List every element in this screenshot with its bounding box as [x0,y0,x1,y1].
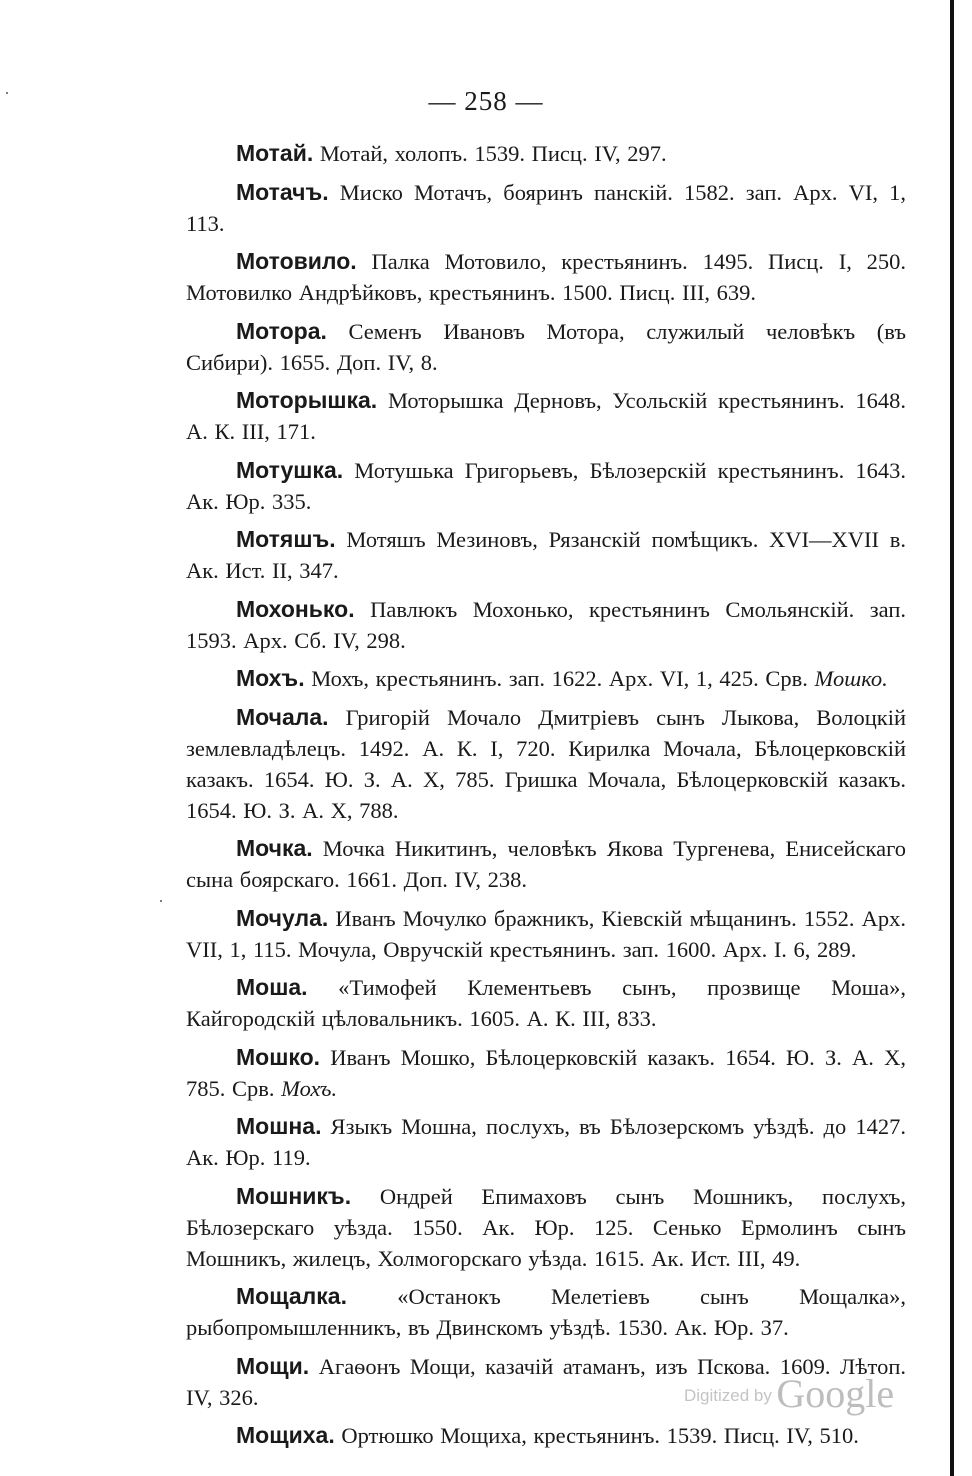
page-number: — 258 — [428,86,544,116]
headword: Мотора. [236,317,327,344]
dictionary-entry [186,385,906,447]
cross-reference: Мошко. [814,666,888,691]
entry-text: Павлюкъ Мохонько, крестьянинъ Смольянскій. зап. 1593. Арх. Сб. IV, 298. [186,596,906,653]
entry-text: Мохъ, крестьянинъ. зап. 1622. Арх. VI, 1, 425. Срв. [304,666,815,691]
entry-text: Ондрей Епимаховъ сынъ Мошникъ, послухъ, Бѣлозерскаго уѣзда. 1550. Ак. Юр. 125. Сенько Ермолинъ сынъ Мошникъ, жилецъ, Холмогорскаго уѣзда. 1615. Ак. Ист. III, 49. [186,1183,906,1271]
entry-text: Ортюшко Мощиха, крестьянинъ. 1539. Писц. IV, 510. [334,1423,859,1448]
headword: Мотай. [236,140,314,166]
headword: Мохонько. [236,595,355,622]
headword: Мотяшъ. [236,526,336,552]
entry-text: «Останокъ Мелетіевъ сынъ Мощалка», рыбопромышленникъ, въ Двинскомъ уѣздѣ. 1530. Ак. Юр. 37. [186,1284,906,1340]
dictionary-entry [186,594,906,656]
scan-edge-line [950,0,954,1476]
dictionary-entry [186,1281,906,1343]
dictionary-entry [186,702,906,826]
dictionary-entry [186,1042,906,1104]
headword: Мошко. [236,1043,321,1070]
entry-text: Мочка Никитинъ, человѣкъ Якова Тургенева, Енисейскаго сына боярскаго. 1661. Доп. IV, 238. [186,836,906,892]
dictionary-entry [186,524,906,586]
dictionary-entry [186,1111,906,1173]
entry-text: Иванъ Мочулко бражникъ, Кіевскій мѣщанинъ. 1552. Арх. VII, 1, 115. Мочула, Овручскій крестьянинъ. зап. 1600. Арх. I. 6, 289. [186,905,906,962]
dictionary-entry [186,177,906,239]
entry-text: Мотяшъ Мезиновъ, Рязанскій помѣщикъ. XVI—XVII в. Ак. Ист. II, 347. [186,527,906,583]
entry-text: Григорій Мочало Дмитріевъ сынъ Лыкова, Волоцкій землевладѣлецъ. 1492. А. К. I, 720. Кирилка Мочала, Бѣлоцерковскій казакъ. 1654. Ю. З. А. X, 785. Гришка Мочала, Бѣлоцерковскій казакъ. 1654. Ю. З. А. X, 788. [186,704,906,823]
headword: Мотачъ. [236,178,329,205]
entry-text: Семенъ Ивановъ Мотора, служилый человѣкъ (въ Сибири). 1655. Доп. IV, 8. [186,318,906,375]
dictionary-entry [186,246,906,308]
entry-text: Мотай, холопъ. 1539. Писц. IV, 297. [313,141,667,166]
watermark-prefix: Digitized by [684,1386,772,1405]
dictionary-entry [186,138,906,169]
scan-speck [160,900,162,902]
digitized-watermark [684,1370,894,1417]
dictionary-entry [186,903,906,965]
headword: Мотушка. [236,456,344,483]
headword: Мощалка. [236,1283,347,1309]
dictionary-entry [186,1420,906,1451]
entry-text: Палка Мотовило, крестьянинъ. 1495. Писц. I, 250. Мотовилко Андрѣйковъ, крестьянинъ. 1500. Писц. III, 639. [186,249,906,305]
headword: Мошна. [236,1113,322,1139]
entry-text: «Тимофей Клементьевъ сынъ, прозвище Моша», Кайгородскій цѣловальникъ. 1605. А. К. III, 833. [186,975,906,1031]
entry-text: Миско Мотачъ, бояринъ панскій. 1582. зап. Арх. VI, 1, 113. [186,179,906,236]
entry-text: Иванъ Мошко, Бѣлоцерковскій казакъ. 1654. Ю. З. А. X, 785. Срв. [186,1044,906,1101]
dictionary-entry [186,316,906,378]
dictionary-entry [186,1181,906,1274]
headword: Мочала. [236,703,329,730]
headword: Мочка. [236,835,313,861]
headword: Мощи. [236,1352,310,1379]
dictionary-entry [186,663,906,694]
headword: Мотовило. [236,248,357,274]
google-logo: Google [776,1371,895,1416]
headword: Моторышка. [236,387,378,413]
cross-reference: Мохъ. [281,1075,338,1101]
dictionary-text [186,138,906,1459]
headword: Моша. [236,974,308,1000]
entry-text: Языкъ Мошна, послухъ, въ Бѣлозерскомъ уѣздѣ. до 1427. Ак. Юр. 119. [186,1114,906,1170]
headword: Мочула. [236,904,329,931]
entry-text: Агаѳонъ Мощи, казачій атаманъ, изъ Пскова. 1609. Лѣтоп. IV, 326. [186,1353,906,1410]
headword: Мошникъ. [236,1182,352,1209]
entry-text: Моторышка Дерновъ, Усольскій крестьянинъ. 1648. А. К. III, 171. [186,388,906,444]
dictionary-entry [186,833,906,895]
headword: Мощиха. [236,1422,335,1448]
dictionary-entry [186,972,906,1034]
entry-text: Мотушька Григорьевъ, Бѣлозерскій крестьянинъ. 1643. Ак. Юр. 335. [186,457,906,514]
headword: Мохъ. [236,665,305,691]
dictionary-entry [186,455,906,517]
